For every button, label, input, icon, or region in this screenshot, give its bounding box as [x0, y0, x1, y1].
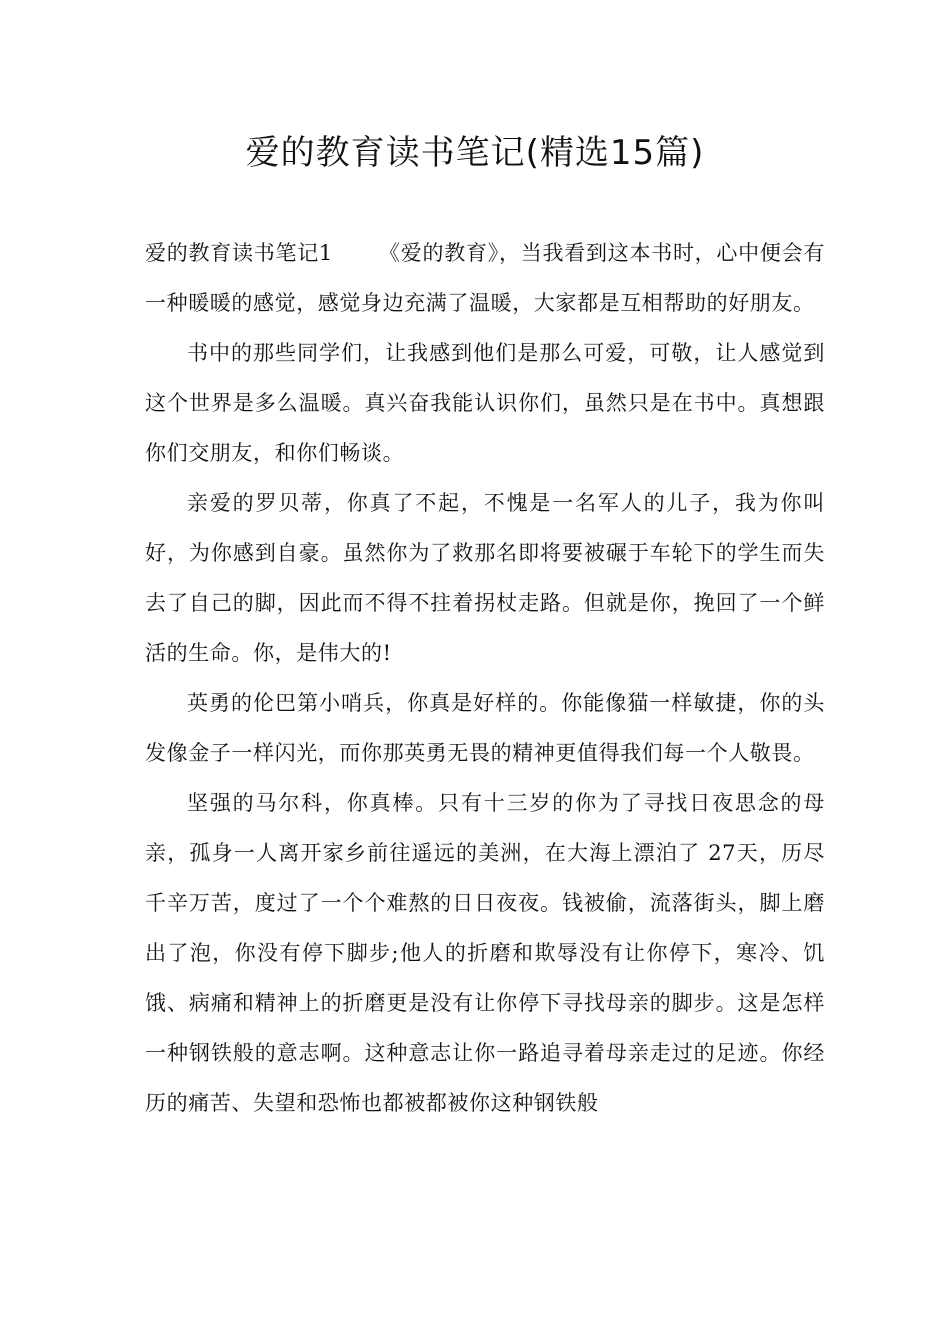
paragraph-3: 亲爱的罗贝蒂，你真了不起，不愧是一名军人的儿子，我为你叫好，为你感到自豪。虽然你为了救那名即将要被碾于车轮下的学生而失去了自己的脚，因此而不得不拄着拐杖走路。但就是你，挽回了一个鲜活的生命。你，是伟大的!	[145, 491, 825, 665]
paragraph-4: 英勇的伦巴第小哨兵，你真是好样的。你能像猫一样敏捷，你的头发像金子一样闪光，而你那英勇无畏的精神更值得我们每一个人敬畏。	[145, 691, 825, 765]
paragraph-2: 书中的那些同学们，让我感到他们是那么可爱，可敬，让人感觉到这个世界是多么温暖。真兴奋我能认识你们，虽然只是在书中。真想跟你们交朋友，和你们畅谈。	[145, 341, 825, 465]
document-title: 爱的教育读书笔记(精选15篇)	[245, 133, 705, 173]
paragraph-5: 坚强的马尔科，你真棒。只有十三岁的你为了寻找日夜思念的母亲，孤身一人离开家乡前往遥远的美洲，在大海上漂泊了 27天，历尽千辛万苦，度过了一个个难熬的日日夜夜。钱被偷，流落街头，脚上磨出了泡，你没有停下脚步;他人的折磨和欺辱没有让你停下，寒冷、饥饿、病痛和精神上的折磨更是没有让你停下寻找母亲的脚步。这是怎样一种钢铁般的意志啊。这种意志让你一路追寻着母亲走过的足迹。你经历的痛苦、失望和恐怖也都被都被你这种钢铁般	[145, 791, 825, 1115]
document-body	[145, 228, 825, 1128]
paragraph-1	[145, 228, 825, 328]
section-heading: 爱的教育读书笔记1	[145, 241, 333, 265]
paragraph-1-text: 《爱的教育》，当我看到这本书时，心中便会有一种暖暖的感觉，感觉身边充满了温暖，大家都是互相帮助的好朋友。	[145, 241, 825, 315]
